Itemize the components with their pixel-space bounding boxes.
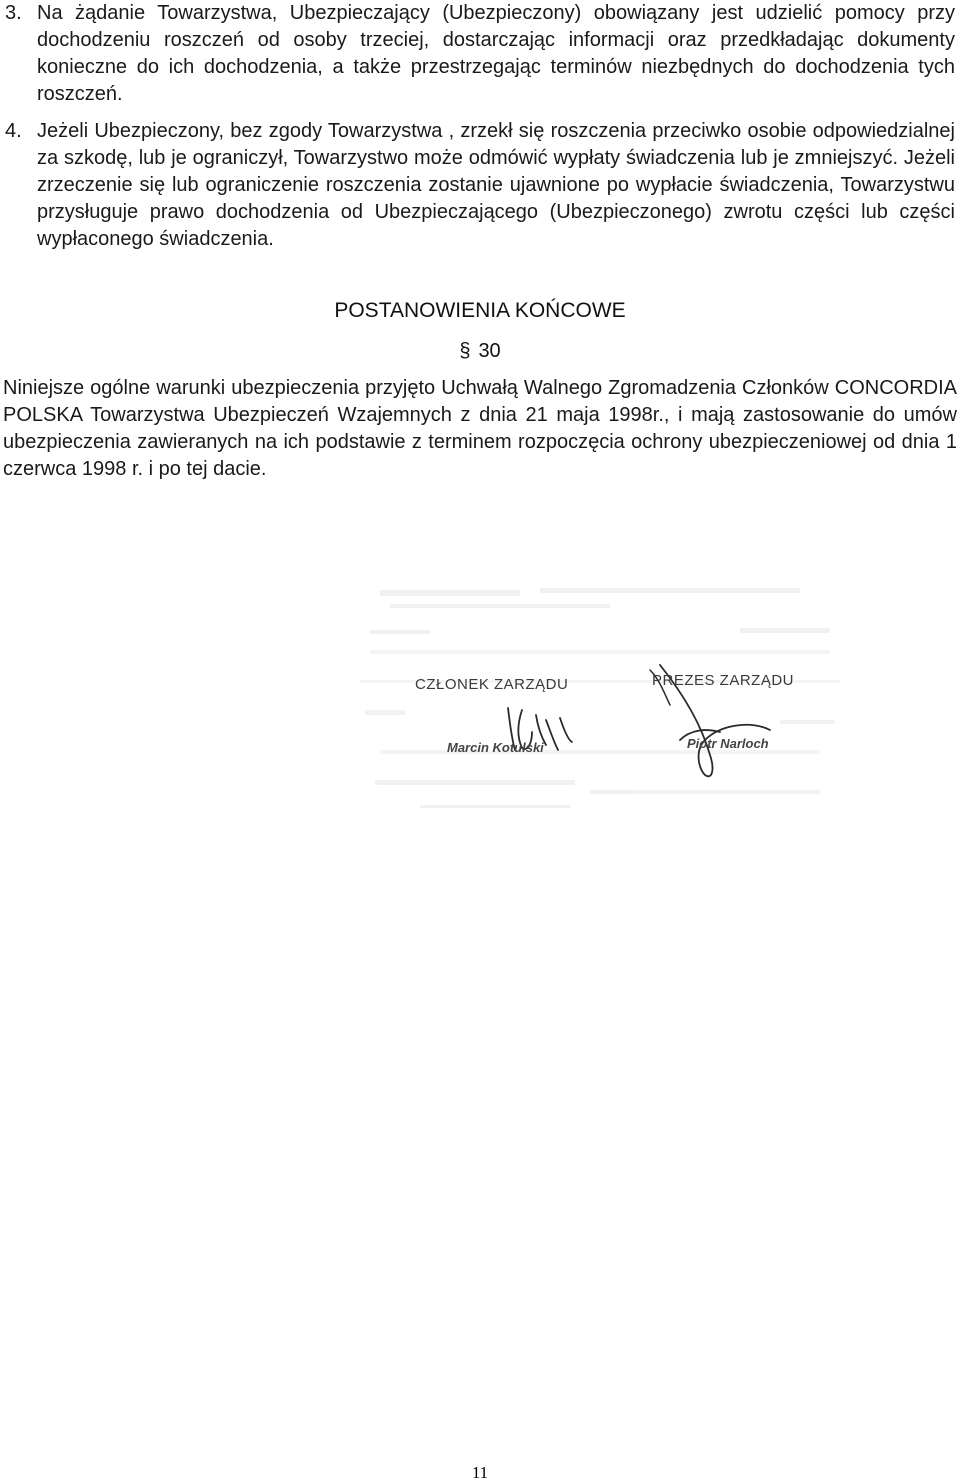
closing-paragraph: Niniejsze ogólne warunki ubezpieczenia przyjęto Uchwałą Walnego Zgromadzenia Członków CONCORDIA POLSKA Towarzystwa Ubezpieczeń Wzajemnych z dnia 21 maja 1998r., i mają zastosowanie do umów ubezpieczenia zawieranych na ich podstawie z terminem rozpoczęcia ochrony ubezpieczeniowej od dnia 1 czerwca 1998 r. i po tej dacie. xyxy=(3,377,957,480)
section-symbol: § xyxy=(459,340,471,362)
signature-block xyxy=(360,580,840,830)
signature-title-left: CZŁONEK ZARZĄDU xyxy=(415,676,569,693)
paragraph-number: 3. xyxy=(5,2,22,24)
paragraph-text: Na żądanie Towarzystwa, Ubezpieczający (Ubezpieczony) obowiązany jest udzielić pomocy przy dochodzeniu roszczeń od osoby trzeciej, dostarczając informacji oraz przedkładając dokumenty konieczne do ich dochodzenia, a także przestrzegając terminów niezbędnych do dochodzenia tych roszczeń. xyxy=(37,2,955,105)
section-number-value: 30 xyxy=(478,340,501,362)
paragraph-text: Jeżeli Ubezpieczony, bez zgody Towarzystwa , zrzekł się roszczenia przeciwko osobie odpowiedzialnej za szkodę, lub je ograniczył, Towarzystwo może odmówić wypłaty świadczenia lub je zmniejszyć. Jeżeli zrzeczenie się lub ograniczenie roszczenia zostanie ujawnione po wypłacie świadczenia, Towarzystwu przysługuje prawo dochodzenia od Ubezpieczającego (Ubezpieczonego) zwrotu części lub części wypłaconego świadczenia. xyxy=(37,120,955,250)
paragraph-3 xyxy=(5,0,955,108)
scan-noise xyxy=(360,580,840,830)
signature-name-right: Piotr Narloch xyxy=(687,736,769,751)
paragraph-number: 4. xyxy=(5,120,22,142)
page-number: 11 xyxy=(471,1463,489,1482)
section-number xyxy=(0,338,960,365)
signature-title-right: PREZES ZARZĄDU xyxy=(652,672,795,689)
signature-name-left: Marcin Kotulski xyxy=(447,740,544,755)
paragraph-4 xyxy=(5,118,955,253)
section-heading: POSTANOWIENIA KOŃCOWE xyxy=(334,299,626,322)
